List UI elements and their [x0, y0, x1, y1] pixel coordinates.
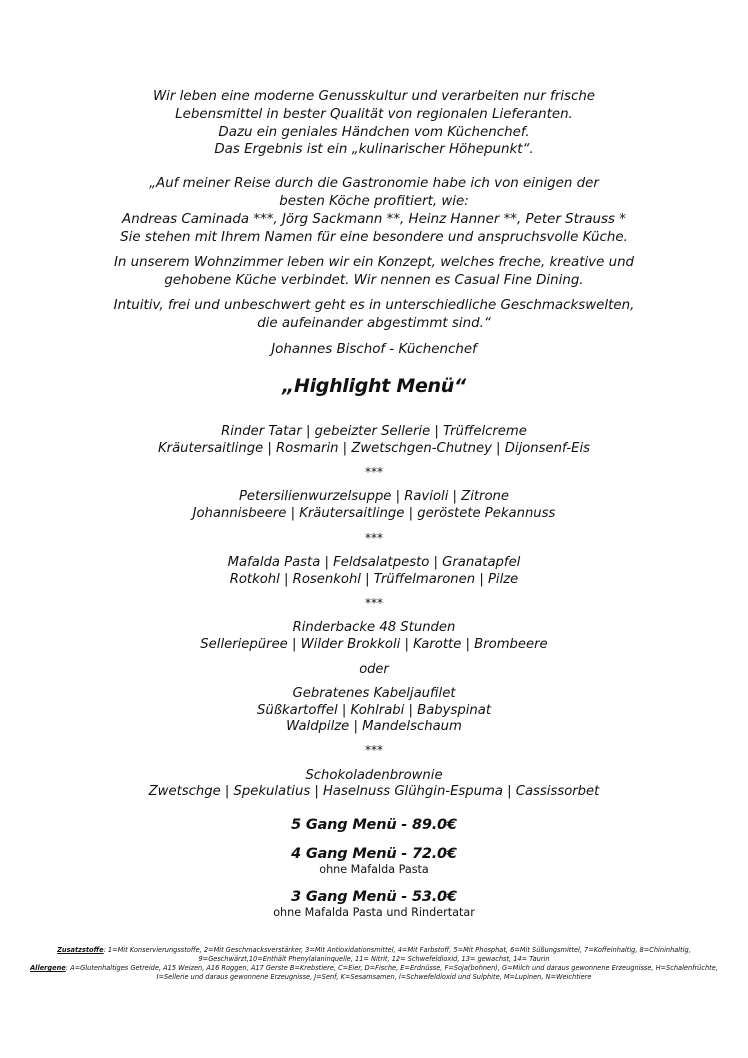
quote-line: Andreas Caminada ***, Jörg Sackmann **, Heinz Hanner **, Peter Strauss *: [122, 212, 626, 227]
intro-line: Wir leben eine moderne Genusskultur und verarbeiten nur frische: [152, 89, 596, 104]
quote-line: „Auf meiner Reise durch die Gastronomie habe ich von einigen der: [149, 176, 599, 191]
course-line: Rinderbacke 48 Stunden: [292, 620, 456, 635]
chef-signature: Johannes Bischof - Küchenchef: [271, 342, 477, 357]
course-line: Waldpilze | Mandelschaum: [286, 719, 462, 734]
course-line: Schokoladenbrownie: [305, 768, 443, 783]
allergens-text: : A=Glutenhaltiges Getreide, A15 Weizen, A16 Roggen, A17 Gerste B=Krebstiere, C=Eier, D=Fische, E=Erdnüsse, F=Soja(bohnen), G=Milch und daraus gewonnene Erzeugnisse, H=Schalenfrüchte,: [65, 964, 718, 972]
course-line: Gebratenes Kabeljaufilet: [292, 686, 456, 701]
course-line: Zwetschge | Spekulatius | Haselnuss Glühgin-Espuma | Cassissorbet: [148, 784, 600, 799]
quote-line: besten Köche profitiert, wie:: [279, 194, 469, 209]
additives-label: Zusatzstoffe: [57, 946, 104, 954]
quote-line: Intuitiv, frei und unbeschwert geht es in unterschiedliche Geschmackswelten,: [113, 298, 635, 313]
intro-line: Dazu ein geniales Händchen vom Küchenchef.: [218, 125, 530, 140]
course-line: Petersilienwurzelsuppe | Ravioli | Zitrone: [238, 489, 510, 504]
course-line: Johannisbeere | Kräutersaitlinge | geröstete Pekannuss: [192, 506, 556, 521]
price-5-gang: 5 Gang Menü - 89.0€: [291, 817, 457, 833]
course-separator: ***: [365, 531, 383, 545]
additives-note-cont: 9=Geschwärzt,10=Enthält Phenylalaninquelle, 11= Nitrit, 12= Schwefeldioxid, 13= gewachst, 14= Taurin: [198, 955, 550, 963]
price-3-gang-note: ohne Mafalda Pasta und Rindertatar: [273, 906, 475, 919]
allergens-note-cont: I=Sellerie und daraus gewonnene Erzeugnisse, J=Senf, K=Sesamsamen, l=Schwefeldioxid und Sulphite, M=Lupinen, N=Weichtiere: [156, 973, 592, 981]
course-line: Süßkartoffel | Kohlrabi | Babyspinat: [257, 703, 491, 718]
quote-line: In unserem Wohnzimmer leben wir ein Konzept, welches freche, kreative und: [113, 255, 635, 270]
price-3-gang: 3 Gang Menü - 53.0€: [291, 889, 457, 905]
quote-line: Sie stehen mit Ihrem Namen für eine besondere und anspruchsvolle Küche.: [120, 230, 628, 245]
course-separator: ***: [365, 743, 383, 757]
allergens-note: [30, 964, 718, 973]
course-line: Selleriepüree | Wilder Brokkoli | Karotte | Brombeere: [200, 637, 548, 652]
menu-title: „Highlight Menü“: [282, 375, 466, 397]
additives-text: : 1=Mit Konservierungsstoffe, 2=Mit Geschmacksverstärker, 3=Mit Antioxidationsmittel, 4=Mit Farbstoff, 5=Mit Phosphat, 6=Mit Süßungsmittel, 7=Koffeinhaltig, 8=Chininhaltig,: [103, 946, 691, 954]
course-line: Kräutersaitlinge | Rosmarin | Zwetschgen-Chutney | Dijonsenf-Eis: [158, 441, 590, 456]
course-line: Rinder Tatar | gebeizter Sellerie | Trüffelcreme: [221, 424, 527, 439]
course-separator: ***: [365, 465, 383, 479]
course-line: Rotkohl | Rosenkohl | Trüffelmaronen | Pilze: [229, 572, 519, 587]
or-label: oder: [359, 662, 389, 677]
quote-line: gehobene Küche verbindet. Wir nennen es Casual Fine Dining.: [164, 273, 584, 288]
course-separator: ***: [365, 596, 383, 610]
intro-line: Lebensmittel in bester Qualität von regionalen Lieferanten.: [175, 107, 573, 122]
allergens-label: Allergene: [30, 964, 66, 972]
price-4-gang-note: ohne Mafalda Pasta: [319, 863, 429, 876]
quote-line: die aufeinander abgestimmt sind.“: [257, 316, 491, 331]
price-4-gang: 4 Gang Menü - 72.0€: [291, 846, 457, 862]
additives-note: [30, 946, 718, 955]
course-line: Mafalda Pasta | Feldsalatpesto | Granatapfel: [227, 555, 521, 570]
intro-line: Das Ergebnis ist ein „kulinarischer Höhepunkt“.: [214, 142, 534, 157]
